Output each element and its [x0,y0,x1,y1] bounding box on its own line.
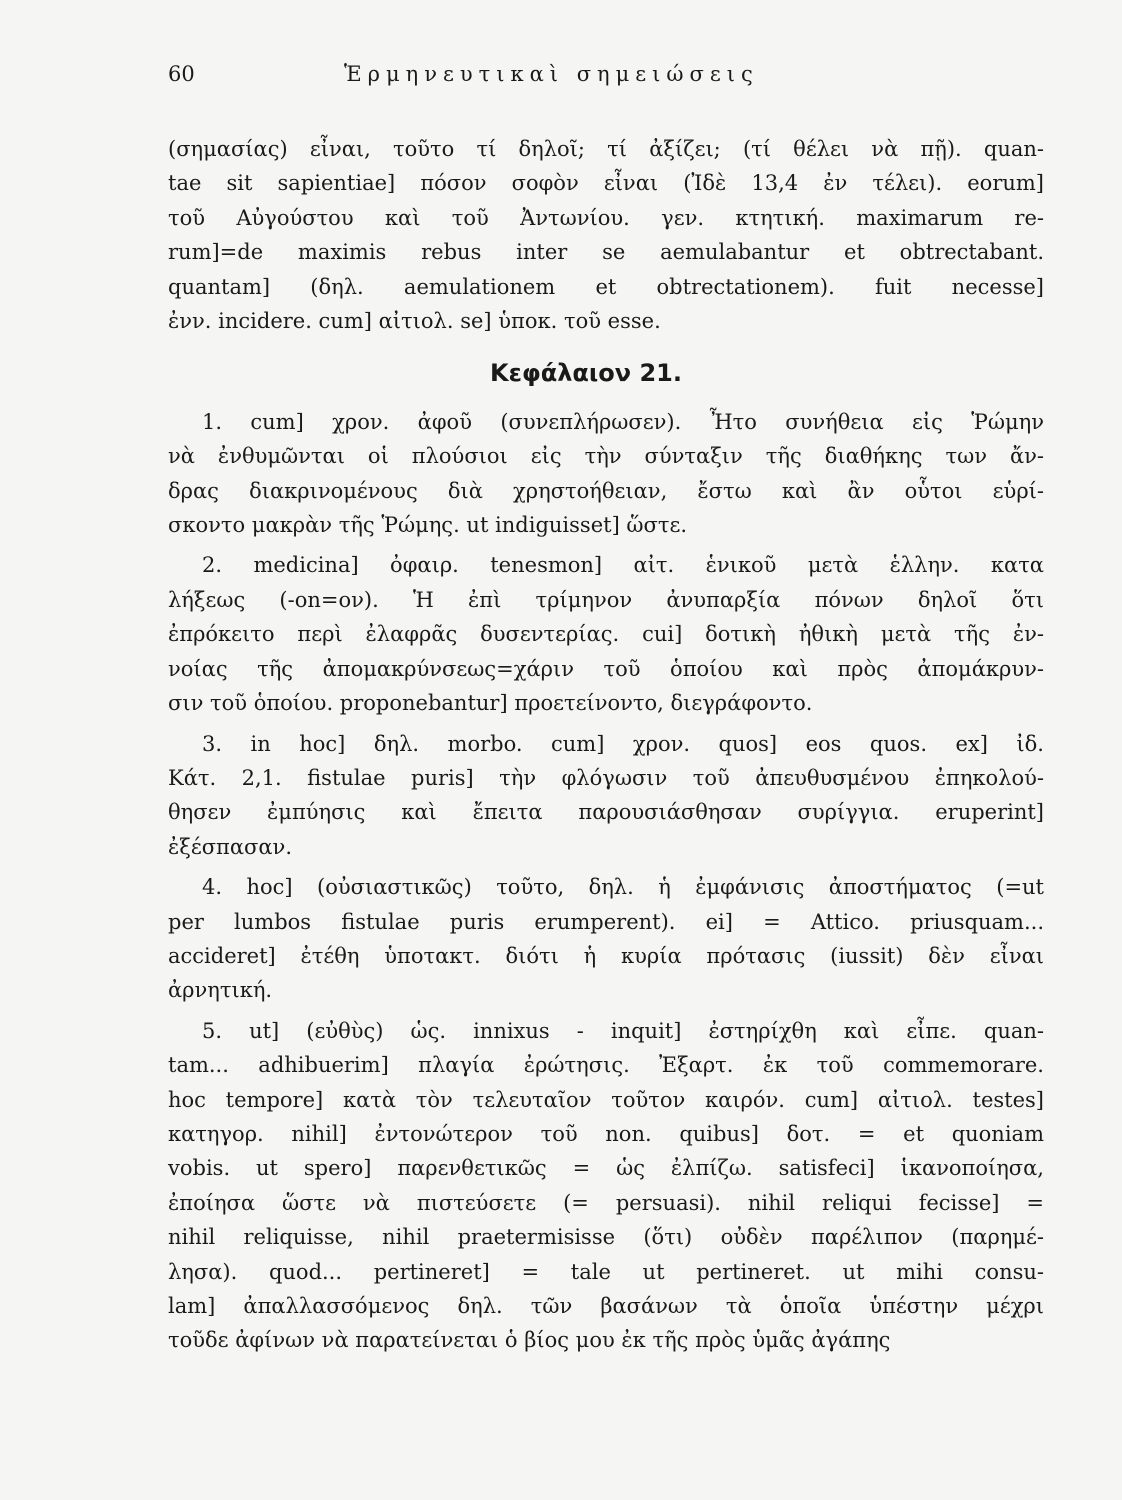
page [168,62,1044,1358]
text-line: 2. medicina] ὀφαιρ. tenesmon] αἰτ. ἑνικοῦ μετὰ ἑλλην. κατα [202,553,1044,578]
text-line: ἐξέσπασαν. [168,834,292,859]
text-line: ἐποίησα ὥστε νὰ πιστεύσετε (= persuasi). nihil reliqui fecisse] = [168,1190,1044,1215]
text-line: ἐνν. incidere. cum] αἰτιολ. se] ὑποκ. τοῦ esse. [168,309,661,334]
text-line: Κάτ. 2,1. fistulae puris] τὴν φλόγωσιν τοῦ ἀπευθυσμένου ἐπηκολού- [168,765,1044,790]
text-line: τοῦ Αὐγούστου καὶ τοῦ Ἀντωνίου. γεν. κτητική. maximarum re- [168,205,1044,230]
text-line: vobis. ut spero] παρενθετικῶς = ὡς ἐλπίζω. satisfeci] ἱκανοποίησα, [168,1156,1044,1181]
note-paragraph [168,870,1044,1008]
page-body [168,132,1044,1358]
running-header [168,62,1044,112]
text-line: θησεν ἐμπύησις καὶ ἔπειτα παρουσιάσθησαν συρίγγια. eruperint] [168,800,1044,825]
chapter-heading: Κεφάλαιον 21. [490,359,682,388]
running-title: Ἑρμηνευτικαὶ σημειώσεις [344,62,759,86]
text-line: nihil reliquisse, nihil praetermisisse (ὅτι) οὐδὲν παρέλιπον (παρημέ- [168,1225,1044,1250]
note-paragraph [168,548,1044,720]
text-line: νοίας τῆς ἀπομακρύνσεως=χάριν τοῦ ὁποίου καὶ πρὸς ἀπομάκρυν- [168,656,1044,681]
text-line: lam] ἀπαλλασσόμενος δηλ. τῶν βασάνων τὰ ὁποῖα ὑπέστην μέχρι [168,1294,1044,1318]
text-line: ἐπρόκειτο περὶ ἐλαφρᾶς δυσεντερίας. cui] δοτικὴ ἠθικὴ μετὰ τῆς ἐν- [168,622,1044,647]
note-paragraph [168,727,1044,865]
text-line: rum]=de maximis rebus inter se aemulabantur et obtrectabant. [168,240,1044,265]
text-line: τοῦδε ἀφίνων νὰ παρατείνεται ὁ βίος μου ἐκ τῆς πρὸς ὑμᾶς ἀγάπης [168,1328,891,1353]
text-line: λησα). quod... pertineret] = tale ut pertineret. ut mihi consu- [168,1259,1044,1284]
text-line: 3. in hoc] δηλ. morbo. cum] χρον. quos] eos quos. ex] ἰδ. [202,731,1044,756]
text-line: accideret] ἐτέθη ὑποτακτ. διότι ἡ κυρία πρότασις (iussit) δὲν εἶναι [168,943,1044,968]
text-line: 1. cum] χρον. ἀφοῦ (συνεπλήρωσεν). Ἦτο συνήθεια εἰς Ῥώμην [202,409,1044,434]
text-line: quantam] (δηλ. aemulationem et obtrectationem). fuit necesse] [168,274,1044,299]
text-line: (σημασίας) εἶναι, τοῦτο τί δηλοῖ; τί ἀξίζει; (τί θέλει νὰ πῇ). quan- [168,137,1044,161]
text-line: λήξεως (-on=ον). Ἡ ἐπὶ τρίμηνον ἀνυπαρξία πόνων δηλοῖ ὅτι [168,587,1044,612]
note-paragraph [168,405,1044,543]
text-line: κατηγορ. nihil] ἐντονώτερον τοῦ non. quibus] δοτ. = et quoniam [168,1121,1044,1146]
intro-paragraph [168,132,1044,338]
text-line: 5. ut] (εὐθὺς) ὡς. innixus - inquit] ἐστηρίχθη καὶ εἶπε. quan- [202,1018,1044,1043]
notes-list [168,405,1044,1358]
page-number: 60 [168,62,195,86]
text-line: δρας διακρινομένους διὰ χρηστοήθειαν, ἔστω καὶ ἂν οὗτοι εὑρί- [168,478,1044,503]
text-line: νὰ ἐνθυμῶνται οἱ πλούσιοι εἰς τὴν σύνταξιν τῆς διαθήκης των ἄν- [168,444,1044,469]
text-line: per lumbos fistulae puris erumperent). ei] = Attico. priusquam... [168,909,1044,934]
text-line: σιν τοῦ ὁποίου. proponebantur] προετείνοντο, διεγράφοντο. [168,691,813,716]
text-line: tam... adhibuerim] πλαγία ἐρώτησις. Ἐξαρτ. ἐκ τοῦ commemorare. [168,1053,1044,1078]
text-line: ἀρνητική. [168,978,273,1003]
note-paragraph [168,1014,1044,1358]
text-line: σκοντο μακρὰν τῆς Ῥώμης. ut indiguisset] ὥστε. [168,513,688,538]
text-line: hoc tempore] κατὰ τὸν τελευταῖον τοῦτον καιρόν. cum] αἰτιολ. testes] [168,1087,1044,1112]
text-line: tae sit sapientiae] πόσον σοφὸν εἶναι (Ἰδὲ 13,4 ἐν τέλει). eorum] [168,171,1044,196]
text-line: 4. hoc] (οὐσιαστικῶς) τοῦτο, δηλ. ἡ ἐμφάνισις ἀποστήματος (=ut [202,875,1044,900]
